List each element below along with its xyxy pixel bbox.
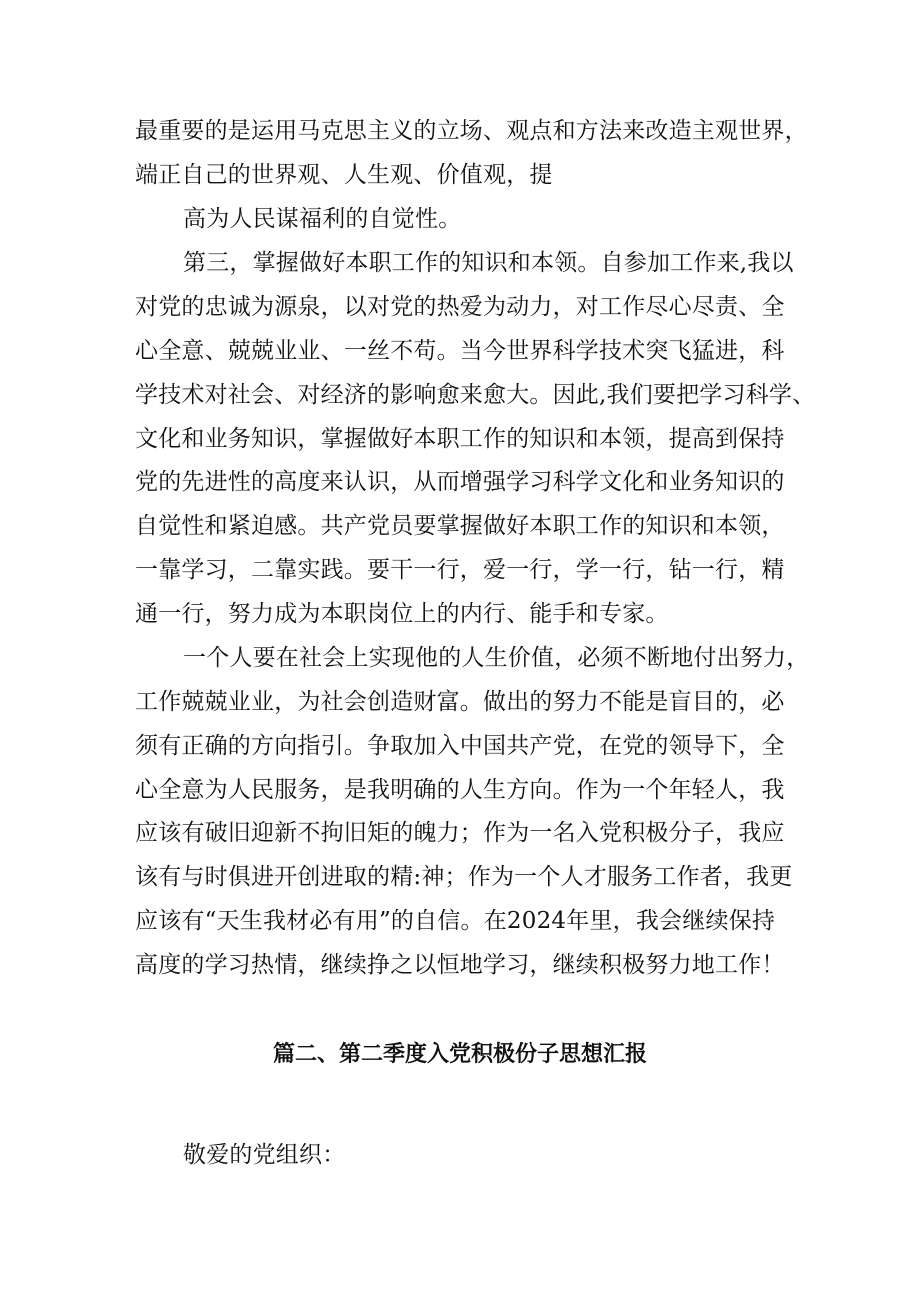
text-line: 高为人民谋福利的自觉性。 bbox=[183, 206, 462, 232]
text-line: 最重要的是运用马克思主义的立场、观点和方法来改造主观世界， bbox=[135, 118, 808, 144]
text-line: 党的先进性的高度来认识，从而增强学习科学文化和业务知识的 bbox=[135, 469, 785, 495]
text-line: 高度的学习热情，继续挣之以恒地学习，继续积极努力地工作！ bbox=[135, 952, 785, 978]
text-line: 一靠学习，二靠实践。要干一行，爱一行，学一行，钻一行，精 bbox=[135, 557, 785, 583]
section-heading: 篇二、第二季度入党积极份子思想汇报 bbox=[272, 1042, 647, 1067]
text-line: 自觉性和紧迫感。共产党员要掌握做好本职工作的知识和本领， bbox=[135, 513, 785, 539]
text-line: 应该有破旧迎新不拘旧矩的魄力；作为一名入党积极分子，我应 bbox=[135, 820, 785, 846]
text-line: 通一行，努力成为本职岗位上的内行、能手和专家。 bbox=[135, 601, 669, 627]
text-line: 须有正确的方向指引。争取加入中国共产党，在党的领导下，全 bbox=[135, 733, 785, 759]
salutation: 敬爱的党组织： bbox=[183, 1142, 346, 1168]
text-line: 该有与时俱进开创进取的精:神；作为一个人才服务工作者，我更 bbox=[135, 864, 793, 890]
text-line: 端正自己的世界观、人生观、价值观，提 bbox=[135, 162, 553, 188]
paragraph-first-line: 一个人要在社会上实现他的人生价值，必须不断地付出努力， bbox=[183, 645, 810, 671]
paragraph-first-line: 第三，掌握做好本职工作的知识和本领。自参加工作来,我以 bbox=[183, 250, 794, 276]
text-line: 学技术对社会、对经济的影响愈来愈大。因此,我们要把学习科学、 bbox=[135, 382, 816, 408]
text-line: 应该有“天生我材必有用”的自信。在2024年里，我会继续保持 bbox=[135, 908, 776, 934]
text-line: 文化和业务知识，掌握做好本职工作的知识和本领，提高到保持 bbox=[135, 426, 785, 452]
text-line: 心全意为人民服务，是我明确的人生方向。作为一个年轻人，我 bbox=[135, 777, 785, 803]
text-line: 工作兢兢业业，为社会创造财富。做出的努力不能是盲目的，必 bbox=[135, 689, 785, 715]
text-line: 对党的忠诚为源泉，以对党的热爱为动力，对工作尽心尽责、全 bbox=[135, 294, 785, 320]
text-line: 心全意、兢兢业业、一丝不苟。当今世界科学技术突飞猛进，科 bbox=[135, 338, 785, 364]
